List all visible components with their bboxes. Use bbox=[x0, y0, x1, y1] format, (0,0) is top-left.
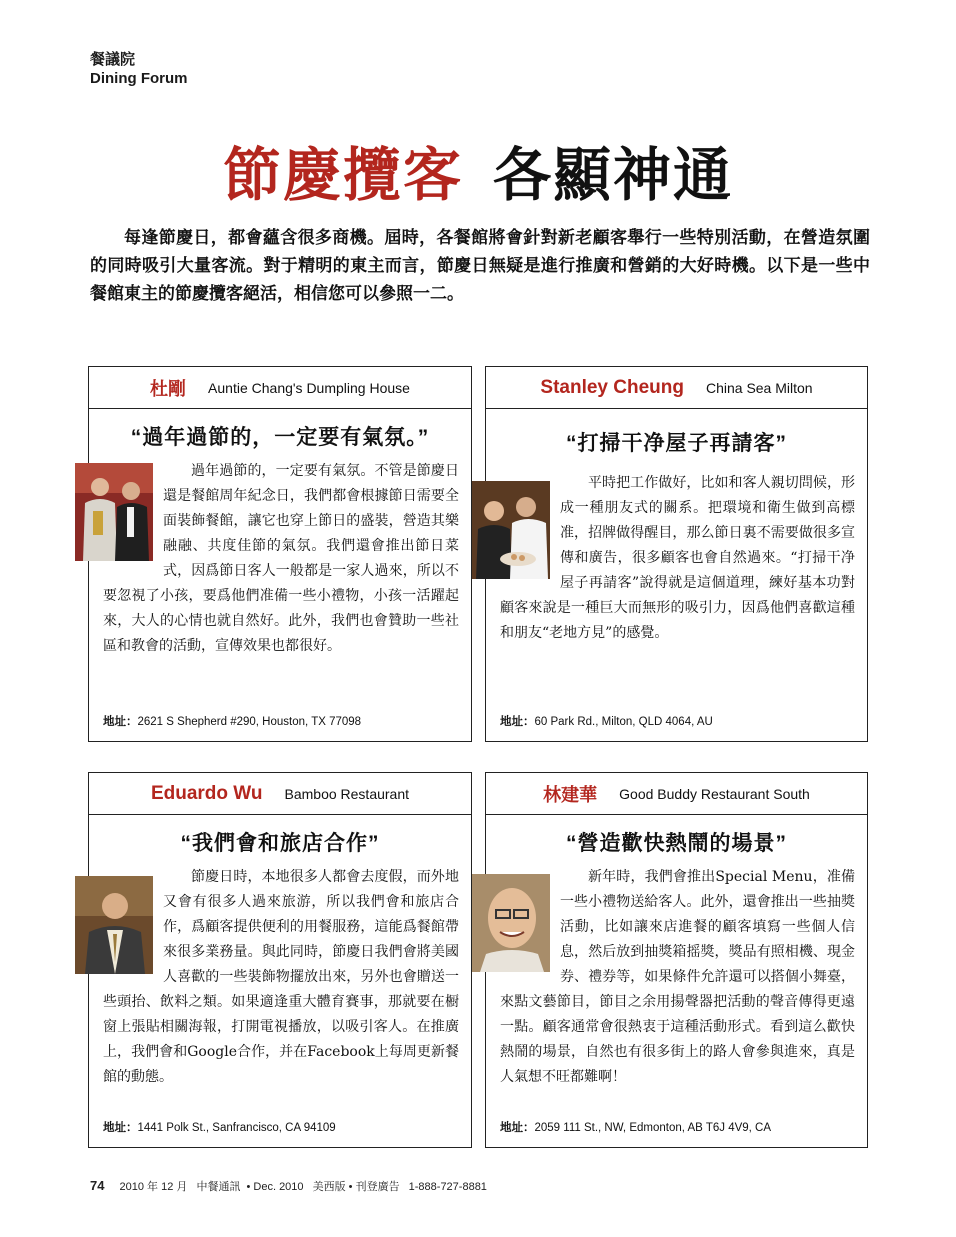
address-label: 地址： bbox=[103, 1122, 138, 1134]
intro-paragraph: 每逢節慶日，都會蘊含很多商機。屆時，各餐館將會針對新老顧客舉行一些特別活動，在營造氛圍的同時吸引大量客流。對于精明的東主而言，節慶日無疑是進行推廣和營銷的大好時機。以下是一些中餐館東主的節慶攬客絕活，相信您可以參照一二。 bbox=[90, 228, 870, 303]
body-text: 節慶日時，本地很多人都會去度假，而外地又會有很多人過來旅游，所以我們會和旅店合作，爲顧客提供便利的用餐服務，這能爲餐館帶來很多業務量。與此同時，節慶日我們會將美國人喜歡的一些裝飾物擺放出來，另外也會贈送一些頭抬、飲料之類。如果適逢重大體育賽事，那就要在橱窗上張貼相關海報，打開電視播放，以吸引客人。在推廣上，我們會和Google合作，并在Facebook上每周更新餐館的動態。 bbox=[103, 869, 459, 1085]
card-body bbox=[486, 865, 867, 1090]
address bbox=[500, 1119, 771, 1135]
restaurant-name: China Sea Milton bbox=[705, 379, 813, 396]
address-text: 2621 S Shepherd #290, Houston, TX 77098 bbox=[137, 716, 362, 728]
card-body bbox=[89, 865, 471, 1090]
restaurant-name: Good Buddy Restaurant South bbox=[619, 785, 810, 802]
pull-quote: “過年過節的，一定要有氣氛。” bbox=[130, 426, 430, 449]
address bbox=[103, 713, 361, 729]
address-text: 60 Park Rd., Milton, QLD 4064, AU bbox=[534, 716, 713, 728]
card-header bbox=[486, 773, 867, 815]
body-text: 新年時，我們會推出Special Menu，准備一些小禮物送給客人。此外，還會推出一些抽獎活動，比如讓來店進餐的顧客填寫一些個人信息，然后放到抽獎箱摇獎，獎品有照相機、現金券、禮券等，如果條件允許還可以搭個小舞臺，來點文藝節目，節目之余用揚聲器把活動的聲音傳得更遠一點。顧客通常會很熱衷于這種活動形式。看到這么歡快熱鬧的場景，自然也有很多街上的路人會參與進來，真是人氣想不旺都難啊！ bbox=[500, 869, 855, 1085]
body-text: 過年過節的，一定要有氣氛。不管是節慶日還是餐館周年紀念日，我們都會根據節日需要全面裝飾餐館，讓它也穿上節日的盛裝，營造其樂融融、共度佳節的氣氛。我們還會推出節日菜式，因爲節日客人一般都是一家人過來，所以不要忽視了小孩，要爲他們准備一些小禮物，小孩一活躍起來，大人的心情也就自然好。此外，我們也會贊助一些社區和教會的活動，宣傳效果也都很好。 bbox=[103, 463, 459, 654]
pull-quote: “營造歡快熱鬧的場景” bbox=[566, 832, 787, 855]
footer-date-cn: 2010 年 12 月 bbox=[119, 1181, 188, 1193]
footer-magazine: 中餐通訊 bbox=[196, 1181, 241, 1193]
address-label: 地址： bbox=[500, 716, 535, 728]
owner-photo bbox=[75, 463, 153, 561]
address bbox=[500, 713, 713, 729]
footer-phone: 1-888-727-8881 bbox=[408, 1181, 487, 1193]
owner-name: 杜剛 bbox=[150, 378, 187, 399]
owner-name: Stanley Cheung bbox=[540, 376, 684, 398]
profile-card-1 bbox=[88, 366, 472, 742]
address bbox=[103, 1119, 336, 1135]
section-tag-cn: 餐議院 bbox=[90, 51, 136, 68]
footer-edition: 美西版 • 刊登廣告 bbox=[312, 1181, 400, 1193]
address-text: 2059 111 St., NW, Edmonton, AB T6J 4V9, CA bbox=[534, 1122, 772, 1134]
restaurant-name: Bamboo Restaurant bbox=[284, 785, 410, 802]
address-label: 地址： bbox=[500, 1122, 535, 1134]
section-tag bbox=[90, 50, 188, 88]
owner-name: 林建華 bbox=[543, 784, 598, 805]
card-body bbox=[486, 471, 867, 646]
card-header bbox=[89, 367, 471, 409]
restaurant-name: Auntie Chang's Dumpling House bbox=[208, 379, 410, 396]
page-number: 74 bbox=[90, 1178, 105, 1193]
page-footer: 74 2010 年 12 月 中餐通訊 • Dec. 2010 美西版 • 刊登廣告 1-888-727-8881 bbox=[90, 1178, 487, 1193]
address-label: 地址： bbox=[103, 716, 138, 728]
pull-quote: “我們會和旅店合作” bbox=[180, 832, 380, 855]
page-title bbox=[0, 128, 956, 212]
owner-photo bbox=[75, 869, 153, 981]
profile-card-3 bbox=[88, 772, 472, 1148]
title-part-1: 節慶攬客 bbox=[222, 141, 463, 209]
profile-card-2 bbox=[485, 366, 868, 742]
title-part-2: 各顯神通 bbox=[493, 141, 734, 209]
owner-photo bbox=[472, 869, 550, 977]
profile-card-4 bbox=[485, 772, 868, 1148]
address-text: 1441 Polk St., Sanfrancisco, CA 94109 bbox=[137, 1122, 336, 1134]
pull-quote: “打掃干净屋子再請客” bbox=[566, 432, 787, 455]
card-header bbox=[486, 367, 867, 409]
card-body bbox=[89, 459, 471, 659]
footer-date-en: Dec. 2010 bbox=[253, 1181, 304, 1193]
owner-name: Eduardo Wu bbox=[150, 782, 263, 804]
body-text: 平時把工作做好，比如和客人親切問候，形成一種朋友式的關系。把環境和衛生做到高標准，招牌做得醒目，那么節日裏不需要做很多宣傳和廣告，很多顧客也會自然過來。“打掃干净屋子再請客”說得就是這個道理，練好基本功對顧客來說是一種巨大而無形的吸引力，因爲他們喜歡這種和朋友“老地方見”的感覺。 bbox=[500, 475, 855, 641]
section-tag-en: Dining Forum bbox=[90, 70, 188, 87]
card-header bbox=[89, 773, 471, 815]
owner-photo bbox=[472, 475, 550, 585]
